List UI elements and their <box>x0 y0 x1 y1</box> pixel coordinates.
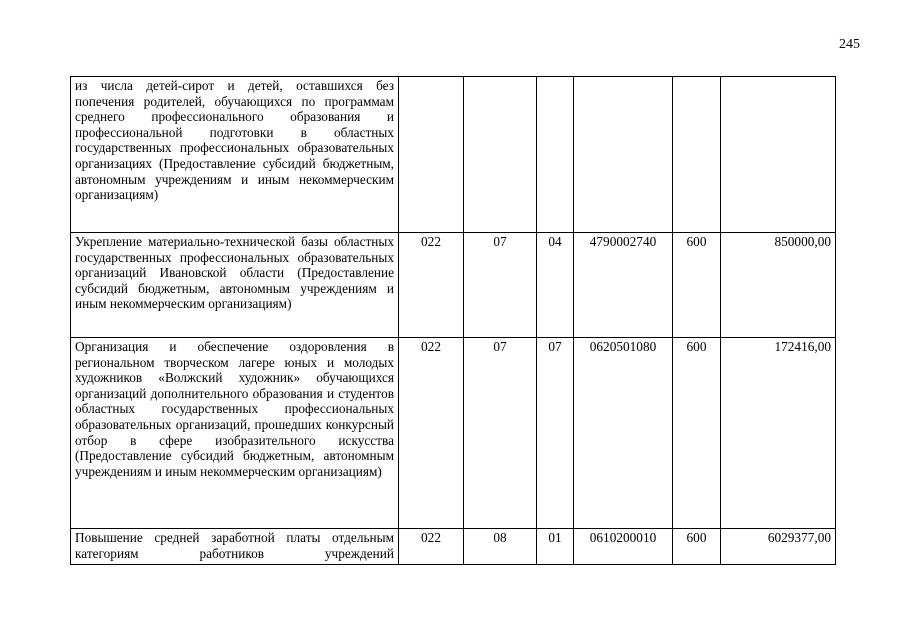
amount-cell <box>721 77 836 233</box>
row-description: Организация и обеспечение оздоровления в региональном творческом лагере юных и молодых художников «Волжский художник» обучающихся организаций дополнительного образования и студентов областных государственных профессиональных образовательных организаций, прошедших конкурсный отбор в сфере изобразительного искусства (Предоставление субсидий бюджетным, автономным учреждениям и иным некоммерческим организациям) <box>71 338 399 529</box>
page-number: 245 <box>839 37 860 52</box>
admin-code-cell: 022 <box>399 529 464 565</box>
expense-type-cell <box>673 77 721 233</box>
target-article-cell: 4790002740 <box>574 233 673 338</box>
admin-code-cell: 022 <box>399 233 464 338</box>
expense-type-cell: 600 <box>673 338 721 529</box>
subsection-code-cell <box>537 77 574 233</box>
table-row <box>71 529 836 565</box>
subsection-code-cell: 01 <box>537 529 574 565</box>
row-description: из числа детей-сирот и детей, оставшихся без попечения родителей, обучающихся по программам среднего профессионального образования и профессиональной подготовки в областных государственных профессиональных образовательных организациях (Предоставление субсидий бюджетным, автономным учреждениям и иным некоммерческим организациям) <box>71 77 399 233</box>
target-article-cell: 0610200010 <box>574 529 673 565</box>
target-article-cell: 0620501080 <box>574 338 673 529</box>
section-code-cell: 07 <box>464 233 537 338</box>
section-code-cell: 08 <box>464 529 537 565</box>
admin-code-cell <box>399 77 464 233</box>
expense-type-cell: 600 <box>673 233 721 338</box>
row-description: Укрепление материально-технической базы областных государственных профессиональных образовательных организаций Ивановской области (Предоставление субсидий бюджетным, автономным учреждениям и иным некоммерческим организациям) <box>71 233 399 338</box>
table-row <box>71 338 836 529</box>
admin-code-cell: 022 <box>399 338 464 529</box>
amount-cell: 172416,00 <box>721 338 836 529</box>
subsection-code-cell: 07 <box>537 338 574 529</box>
amount-cell: 6029377,00 <box>721 529 836 565</box>
table-row <box>71 77 836 233</box>
row-description: Повышение средней заработной платы отдельным категориям работников учреждений <box>71 529 399 565</box>
budget-table <box>70 76 836 565</box>
amount-cell: 850000,00 <box>721 233 836 338</box>
table-row <box>71 233 836 338</box>
target-article-cell <box>574 77 673 233</box>
section-code-cell <box>464 77 537 233</box>
expense-type-cell: 600 <box>673 529 721 565</box>
subsection-code-cell: 04 <box>537 233 574 338</box>
section-code-cell: 07 <box>464 338 537 529</box>
